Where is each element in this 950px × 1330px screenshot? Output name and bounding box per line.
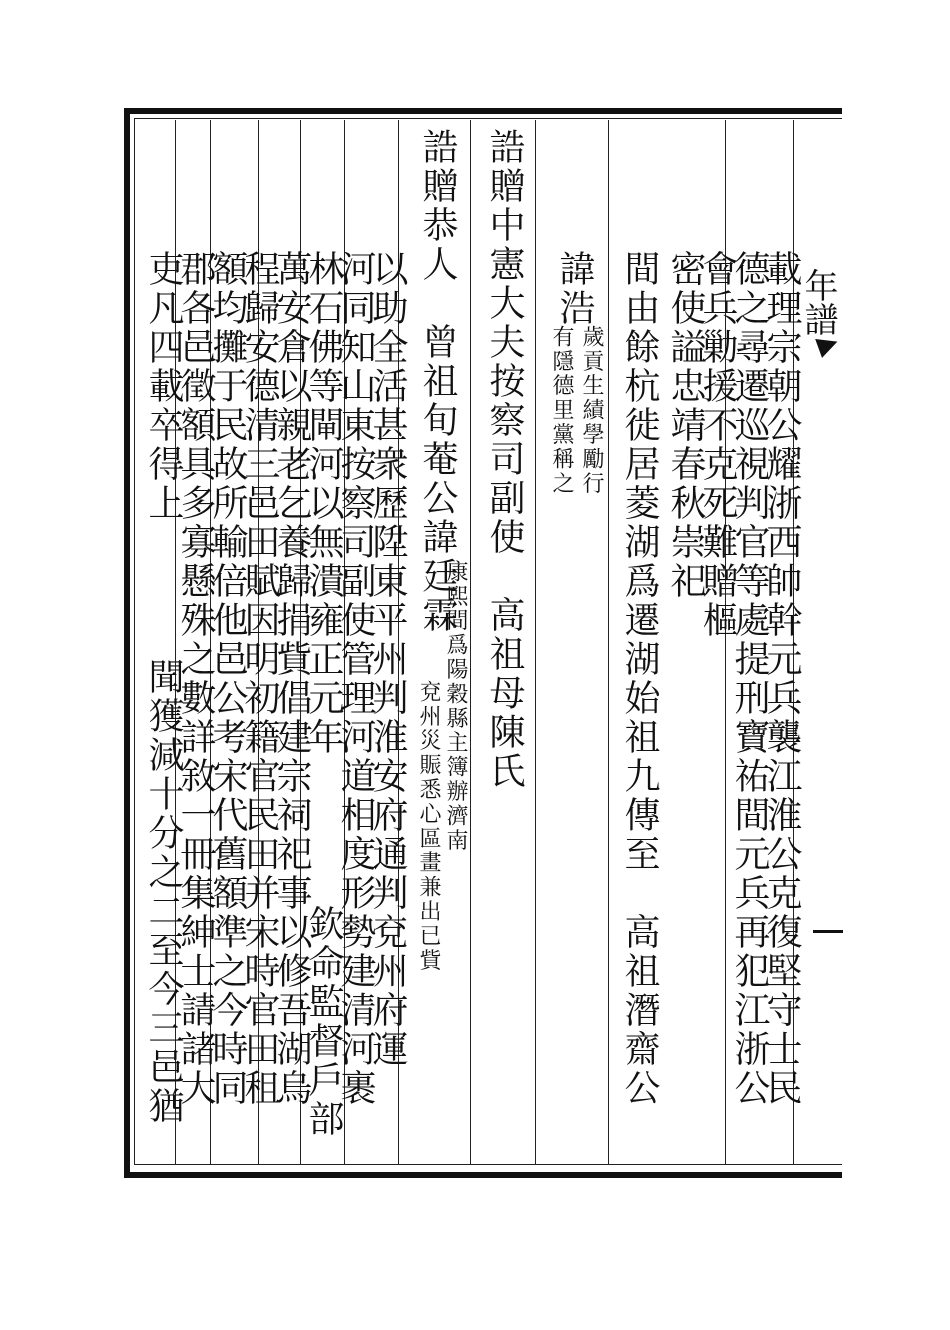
annotation-line-1: 歲貢生績學勵行	[579, 325, 604, 496]
margin-title: 年譜	[798, 268, 838, 336]
text-column-10: 河同知山東按察司副使管理河道相度形勢建清河裹	[335, 250, 376, 1108]
text-column-15: 郡各邑徵額具多寡懸殊之數詳敘一冊集紳士請諸大	[175, 250, 216, 1108]
text-column-9: 以助全活甚衆歷陞東平州判淮安府通判兗州府運	[367, 250, 408, 1069]
text-column-1: 載理宗朝公耀浙西帥幹元兵襲江淮公克復堅守士民	[761, 250, 802, 1108]
text-column-11: 林石佛等閘河以無潰雍正元年	[303, 250, 344, 757]
column-rule	[470, 120, 471, 1165]
annotation-line-3: 康熙間爲陽穀縣主簿辦濟南	[443, 560, 468, 853]
text-column-11b: 欽命監督戶部	[303, 905, 344, 1139]
annotation-line-4: 兗州災賑悉心區畫兼出已貲	[416, 680, 441, 973]
text-column-3: 會兵勦援不克死難贈樞	[697, 250, 738, 640]
column-rule	[608, 120, 609, 1165]
text-column-16: 吏凡四載卒得上	[143, 250, 184, 523]
annotation-line-2: 有隱德里黨稱之	[549, 325, 574, 496]
page-number-mark	[813, 930, 843, 933]
text-column-5: 間由餘杭徙居菱湖爲遷湖始祖九傳至 高祖潛齋公	[619, 250, 660, 1108]
text-column-12: 萬安倉以親老乞養歸捐貲倡建宗祠祀事以修吾湖烏	[271, 250, 312, 1108]
text-column-16b: 聞獲減十分之二至今三邑猶	[143, 658, 184, 1126]
text-column-6: 諱浩	[554, 250, 595, 328]
text-column-4: 密使謚忠靖春秋崇祀	[665, 250, 706, 601]
text-column-13: 程歸安德清三邑田賦因明初籍官民田并宋時官田租	[239, 250, 280, 1108]
column-rule	[535, 120, 536, 1165]
text-column-8: 誥贈恭人 曾祖旬菴公諱廷霖	[417, 128, 458, 635]
text-column-14: 額均攤于民故所輸倍他邑公考宋代舊額準之今時同	[207, 250, 248, 1108]
text-column-7: 誥贈中憲大夫按察司副使 高祖母陳氏	[484, 128, 525, 791]
text-column-2: 德之尋遷巡視判官等處提刑寶祐間元兵再犯江浙公	[729, 250, 770, 1108]
